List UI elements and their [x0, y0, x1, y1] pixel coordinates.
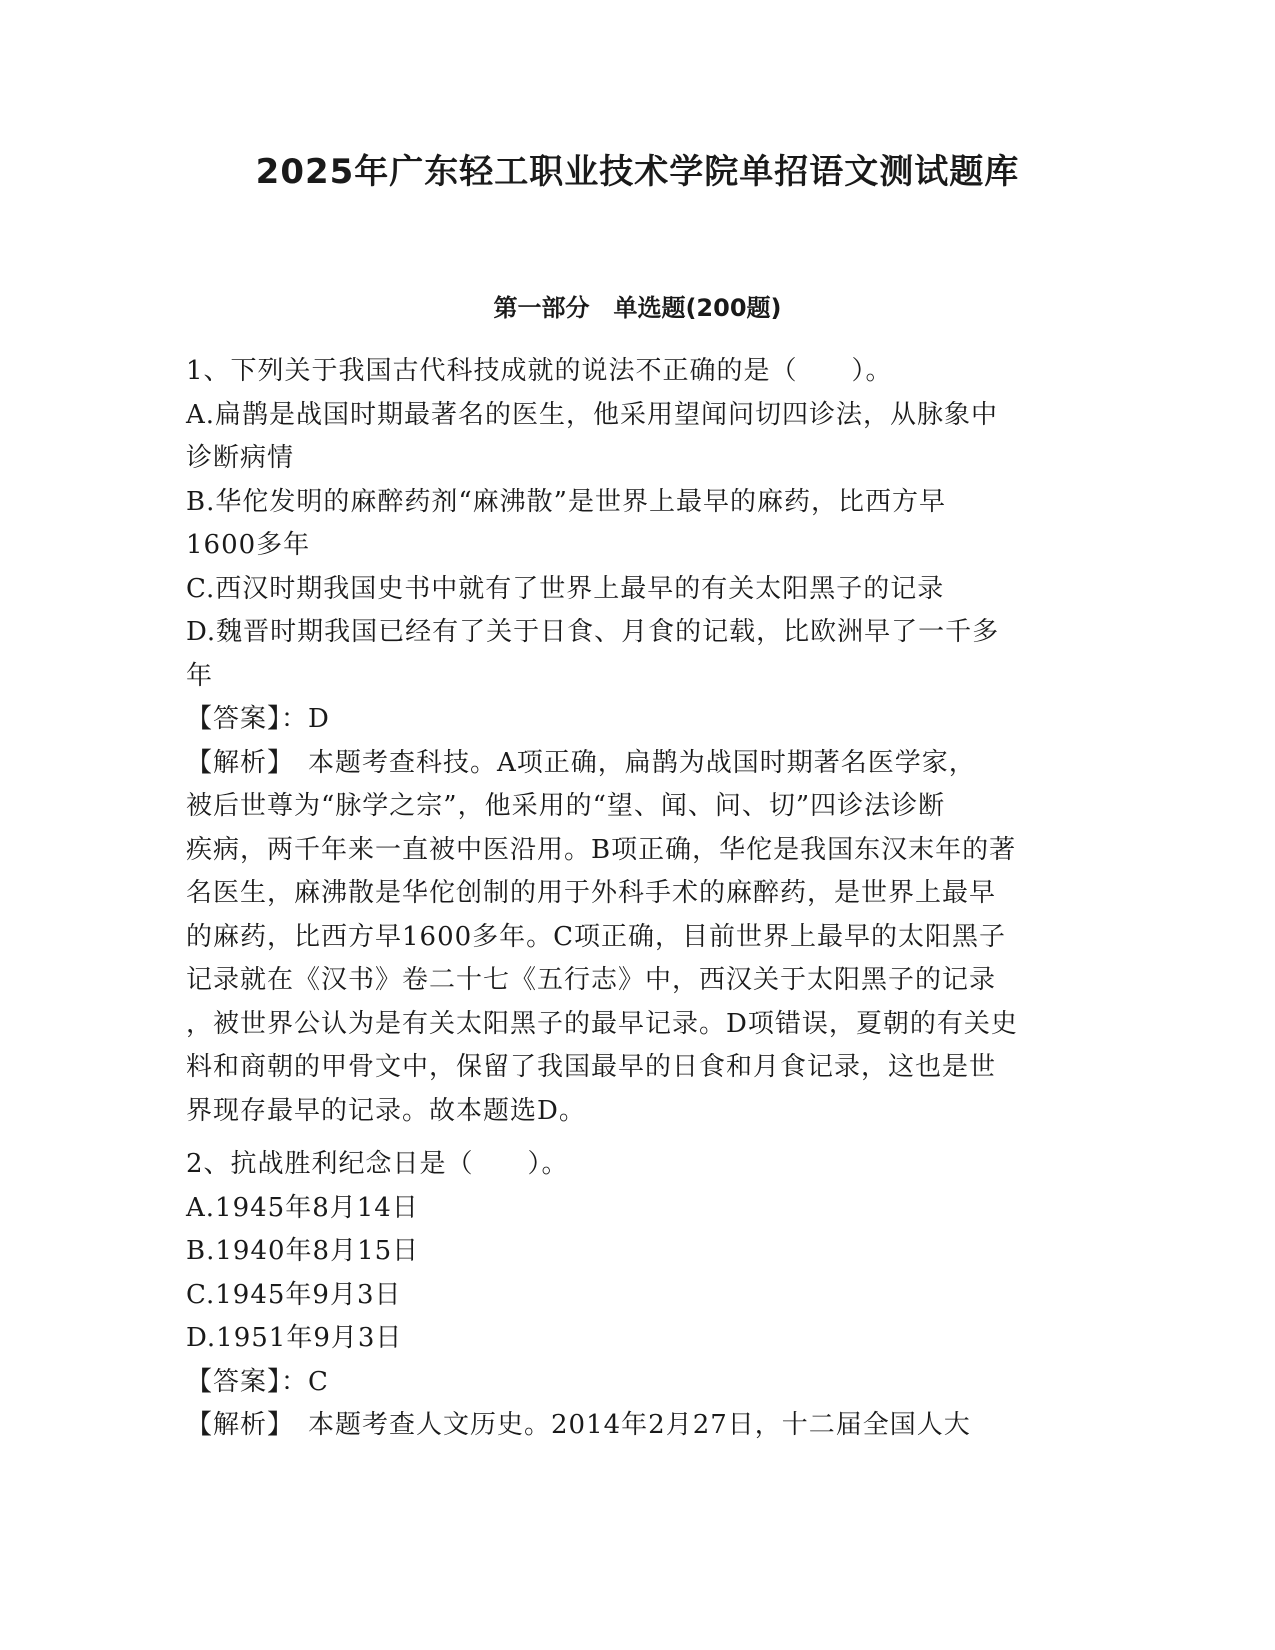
explanation-line: 料和商朝的甲骨文中，保留了我国最早的日食和月食记录，这也是世 — [186, 1052, 997, 1082]
option-c: C.1945年9月3日 — [186, 1279, 402, 1310]
option-a: A.扁鹊是战国时期最著名的医生，他采用望闻问切四诊法，从脉象中 — [186, 399, 999, 430]
explanation-line: 界现存最早的记录。故本题选D。 — [186, 1095, 586, 1126]
answer: 【答案】：C — [186, 1366, 329, 1397]
explanation-line: 名医生，麻沸散是华佗创制的用于外科手术的麻醉药，是世界上最早 — [186, 878, 997, 908]
option-c: C.西汉时期我国史书中就有了世界上最早的有关太阳黑子的记录 — [186, 573, 945, 604]
explanation-line: 【解析】 本题考查人文历史。2014年2月27日，十二届全国人大 — [186, 1410, 971, 1440]
question-gap — [186, 1133, 1086, 1143]
explanation-line: 【解析】 本题考查科技。A项正确，扁鹊为战国时期著名医学家， — [186, 747, 976, 778]
question-block — [186, 350, 1086, 1133]
question-list — [186, 350, 1086, 1448]
explanation-line: ，被世界公认为是有关太阳黑子的最早记录。D项错误，夏朝的有关史 — [186, 1008, 1018, 1039]
explanation-line: 的麻药，比西方早1600多年。C项正确，目前世界上最早的太阳黑子 — [186, 921, 1007, 952]
option-b: B.华佗发明的麻醉药剂“麻沸散”是世界上最早的麻药，比西方早 — [186, 486, 946, 517]
explanation-line: 被后世尊为“脉学之宗”，他采用的“望、闻、问、切”四诊法诊断 — [186, 791, 946, 821]
option-d: D.魏晋时期我国已经有了关于日食、月食的记载，比欧洲早了一千多 — [186, 617, 1000, 647]
option-a-continued: 诊断病情 — [186, 443, 295, 473]
answer: 【答案】：D — [186, 704, 330, 734]
question-stem: 2、抗战胜利纪念日是（ ）。 — [186, 1149, 569, 1179]
option-a: A.1945年8月14日 — [186, 1192, 419, 1223]
option-b-continued: 1600多年 — [186, 530, 311, 560]
question-block — [186, 1143, 1086, 1448]
document-title: 2025年广东轻工职业技术学院单招语文测试题库 — [255, 152, 1020, 192]
option-d: D.1951年9月3日 — [186, 1323, 403, 1353]
question-stem: 1、下列关于我国古代科技成就的说法不正确的是（ ）。 — [186, 356, 893, 386]
section-title: 第一部分 单选题(200题) — [493, 294, 782, 322]
explanation-line: 记录就在《汉书》卷二十七《五行志》中，西汉关于太阳黑子的记录 — [186, 965, 997, 995]
option-d-continued: 年 — [186, 660, 214, 691]
explanation-line: 疾病，两千年来一直被中医沿用。B项正确，华佗是我国东汉末年的著 — [186, 834, 1017, 865]
option-b: B.1940年8月15日 — [186, 1236, 420, 1266]
